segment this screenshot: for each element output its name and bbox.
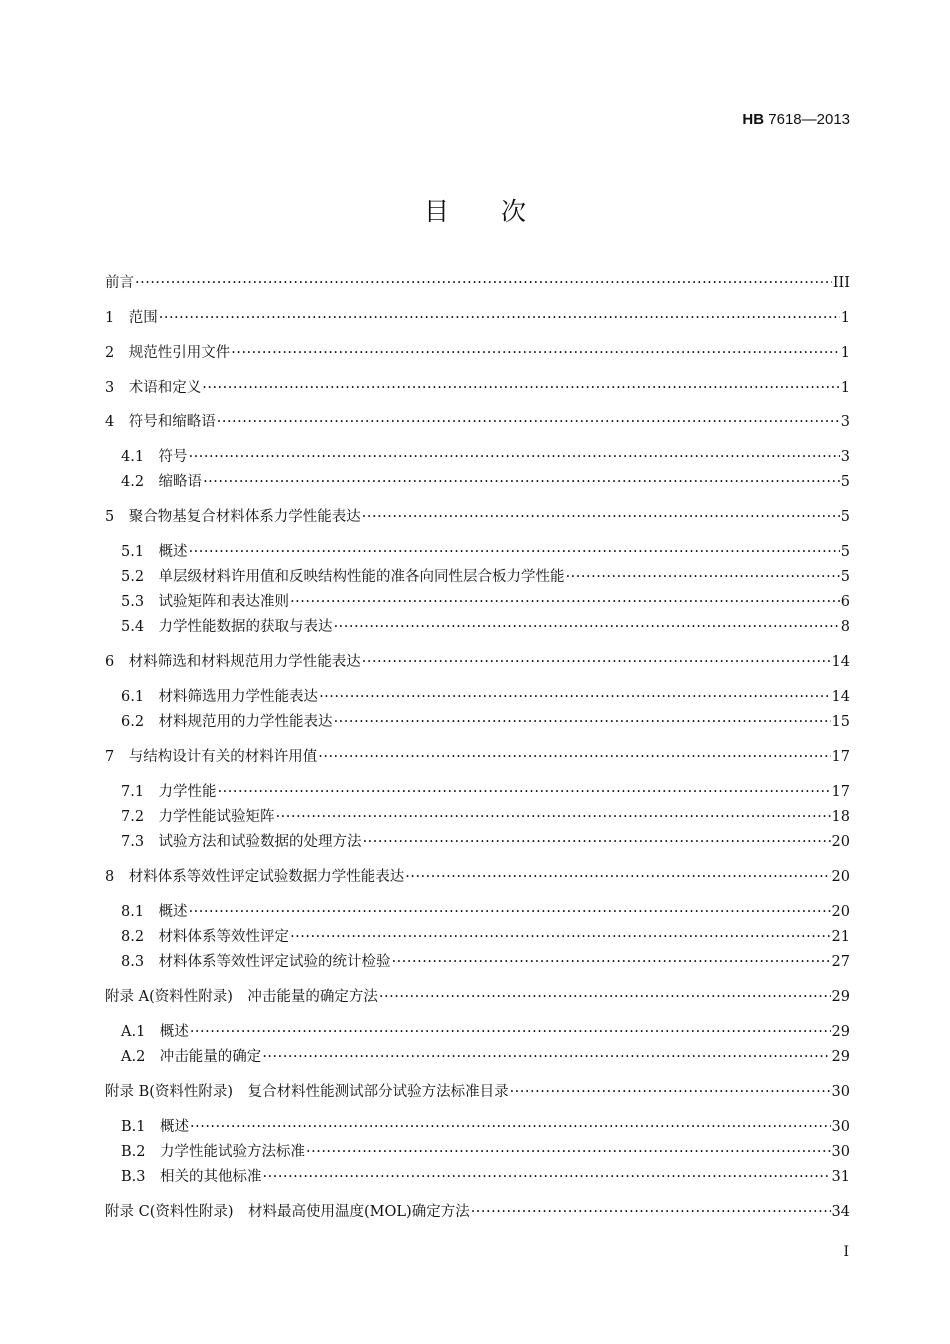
toc-page-number: 8 [840, 619, 850, 635]
toc-page-number: 18 [831, 809, 850, 825]
toc-entry-7-1[interactable] [121, 781, 850, 803]
toc-entry-6-1[interactable] [121, 686, 850, 708]
toc-entry-b-2[interactable] [121, 1141, 850, 1163]
leader-dots [363, 831, 831, 853]
toc-page-number: 34 [831, 1204, 850, 1220]
toc-entry-8-2[interactable] [121, 926, 850, 948]
toc-page-number: 5 [840, 544, 850, 560]
toc-page-number: 14 [831, 689, 850, 705]
toc-entry-text: 4 符号和缩略语 [105, 414, 216, 430]
toc-entry-text: 3 术语和定义 [105, 380, 202, 396]
toc-entry-8-3[interactable] [121, 951, 850, 973]
toc-page-number: 17 [831, 749, 850, 765]
toc-page-number: 20 [831, 904, 850, 920]
toc-entry-a-1[interactable] [121, 1021, 850, 1043]
toc-entry-5[interactable] [105, 506, 850, 528]
toc-entry-5-4[interactable] [121, 616, 850, 638]
toc-entry-text: 4.2 缩略语 [121, 474, 203, 490]
toc-entry-a-2[interactable] [121, 1046, 850, 1068]
toc-entry-text: 7.1 力学性能 [121, 784, 217, 800]
page-title: 目次 [423, 197, 578, 226]
toc-entry-text: 附录 A(资料性附录) 冲击能量的确定方法 [105, 989, 378, 1005]
leader-dots [362, 506, 840, 528]
leader-dots [306, 1141, 831, 1163]
toc-page-number: III [832, 275, 850, 291]
leader-dots [362, 651, 831, 673]
leader-dots [203, 471, 840, 493]
toc-page-number: 29 [831, 1024, 850, 1040]
toc-page-number: 5 [840, 569, 850, 585]
toc-entry-7-2[interactable] [121, 806, 850, 828]
toc-page-number: 5 [840, 474, 850, 490]
toc-entry-text: 前言 [105, 275, 134, 291]
toc-entry-text: A.2 冲击能量的确定 [121, 1049, 262, 1065]
toc-entry-text: B.3 相关的其他标准 [121, 1169, 262, 1185]
toc-page-number: 30 [831, 1084, 850, 1100]
toc-entry-appendix-a[interactable] [105, 986, 850, 1008]
toc-entry-text: 6.2 材料规范用的力学性能表达 [121, 714, 333, 730]
toc-page-number: 1 [840, 380, 850, 396]
leader-dots [290, 591, 840, 613]
toc-page-number: 29 [831, 989, 850, 1005]
leader-dots [263, 1166, 831, 1188]
toc-entry-5-2[interactable] [121, 566, 850, 588]
toc-entry-6-2[interactable] [121, 711, 850, 733]
leader-dots [290, 926, 830, 948]
toc-entry-text: 2 规范性引用文件 [105, 345, 231, 361]
leader-dots [189, 901, 831, 923]
toc-entry-text: 4.1 符号 [121, 449, 188, 465]
toc-page-number: 3 [840, 414, 850, 430]
toc-entry-2[interactable] [105, 342, 850, 364]
leader-dots [218, 781, 831, 803]
leader-dots [190, 1116, 831, 1138]
standard-prefix: HB [742, 111, 765, 128]
toc-entry-text: B.2 力学性能试验方法标准 [121, 1144, 305, 1160]
leader-dots [510, 1081, 831, 1103]
toc-entry-text: 5.1 概述 [121, 544, 188, 560]
toc-page-number: 6 [840, 594, 850, 610]
toc-page-number: 17 [831, 784, 850, 800]
leader-dots [190, 1021, 831, 1043]
toc-entry-text: 5 聚合物基复合材料体系力学性能表达 [105, 509, 361, 525]
toc-entry-text: 附录 C(资料性附录) 材料最高使用温度(MOL)确定方法 [105, 1204, 470, 1220]
leader-dots [379, 986, 831, 1008]
toc-page-number: 15 [831, 714, 850, 730]
leader-dots [217, 411, 840, 433]
toc-page-number: 30 [831, 1144, 850, 1160]
toc-entry-7-3[interactable] [121, 831, 850, 853]
toc-entry-4-2[interactable] [121, 471, 850, 493]
toc-page-number: 1 [840, 345, 850, 361]
toc-entry-4-1[interactable] [121, 446, 850, 468]
toc-entry-text: 5.3 试验矩阵和表达准则 [121, 594, 290, 610]
leader-dots [159, 307, 840, 329]
toc-page-number: 30 [831, 1119, 850, 1135]
leader-dots [405, 866, 830, 888]
toc-entry-6[interactable] [105, 651, 850, 673]
toc-entry-text: 7 与结构设计有关的材料许用值 [105, 749, 318, 765]
toc-entry-3[interactable] [105, 377, 850, 399]
leader-dots [392, 951, 831, 973]
toc-entry-text: 6.1 材料筛选用力学性能表达 [121, 689, 319, 705]
leader-dots [334, 616, 840, 638]
toc-entry-text: 5.2 单层级材料许用值和反映结构性能的准各向同性层合板力学性能 [121, 569, 565, 585]
toc-entry-b-1[interactable] [121, 1116, 850, 1138]
leader-dots [189, 541, 840, 563]
toc-entry-text: 8.3 材料体系等效性评定试验的统计检验 [121, 954, 391, 970]
toc-entry-b-3[interactable] [121, 1166, 850, 1188]
toc-page-number: 14 [831, 654, 850, 670]
leader-dots [566, 566, 840, 588]
toc-page-number: 5 [840, 509, 850, 525]
toc-entry-text: B.1 概述 [121, 1119, 189, 1135]
standard-number: 7618—2013 [764, 111, 850, 128]
leader-dots [231, 342, 840, 364]
toc-entry-8[interactable] [105, 866, 850, 888]
toc-entry-1[interactable] [105, 307, 850, 329]
leader-dots [135, 272, 832, 294]
toc-entry-text: 5.4 力学性能数据的获取与表达 [121, 619, 333, 635]
toc-entry-text: 附录 B(资料性附录) 复合材料性能测试部分试验方法标准目录 [105, 1084, 509, 1100]
toc-page-number: 21 [831, 929, 850, 945]
toc-page-number: 20 [831, 869, 850, 885]
leader-dots [202, 377, 840, 399]
toc-entry-appendix-b[interactable] [105, 1081, 850, 1103]
toc-entry-text: 6 材料筛选和材料规范用力学性能表达 [105, 654, 361, 670]
toc-entry-foreword[interactable] [105, 272, 850, 294]
toc-page-number: 29 [831, 1049, 850, 1065]
leader-dots [471, 1201, 831, 1223]
toc-entry-text: 8 材料体系等效性评定试验数据力学性能表达 [105, 869, 405, 885]
toc-entry-4[interactable] [105, 411, 850, 433]
toc-page-number: 1 [840, 310, 850, 326]
toc-page-number: 3 [840, 449, 850, 465]
toc-entry-8-1[interactable] [121, 901, 850, 923]
toc-entry-text: 7.3 试验方法和试验数据的处理方法 [121, 834, 362, 850]
toc-entry-text: 8.2 材料体系等效性评定 [121, 929, 290, 945]
toc-entry-5-3[interactable] [121, 591, 850, 613]
toc-entry-text: 7.2 力学性能试验矩阵 [121, 809, 275, 825]
leader-dots [334, 711, 831, 733]
toc-entry-text: 1 范围 [105, 310, 158, 326]
page-number-folio: I [843, 1244, 849, 1260]
leader-dots [262, 1046, 830, 1068]
toc-entry-text: 8.1 概述 [121, 904, 188, 920]
leader-dots [318, 746, 830, 768]
toc-entry-5-1[interactable] [121, 541, 850, 563]
toc-page-number: 27 [831, 954, 850, 970]
toc-page-number: 20 [831, 834, 850, 850]
toc-entry-7[interactable] [105, 746, 850, 768]
leader-dots [189, 446, 840, 468]
leader-dots [319, 686, 830, 708]
toc-entry-text: A.1 概述 [121, 1024, 189, 1040]
toc-page-number: 31 [831, 1169, 850, 1185]
toc-entry-appendix-c[interactable] [105, 1201, 850, 1223]
leader-dots [276, 806, 831, 828]
